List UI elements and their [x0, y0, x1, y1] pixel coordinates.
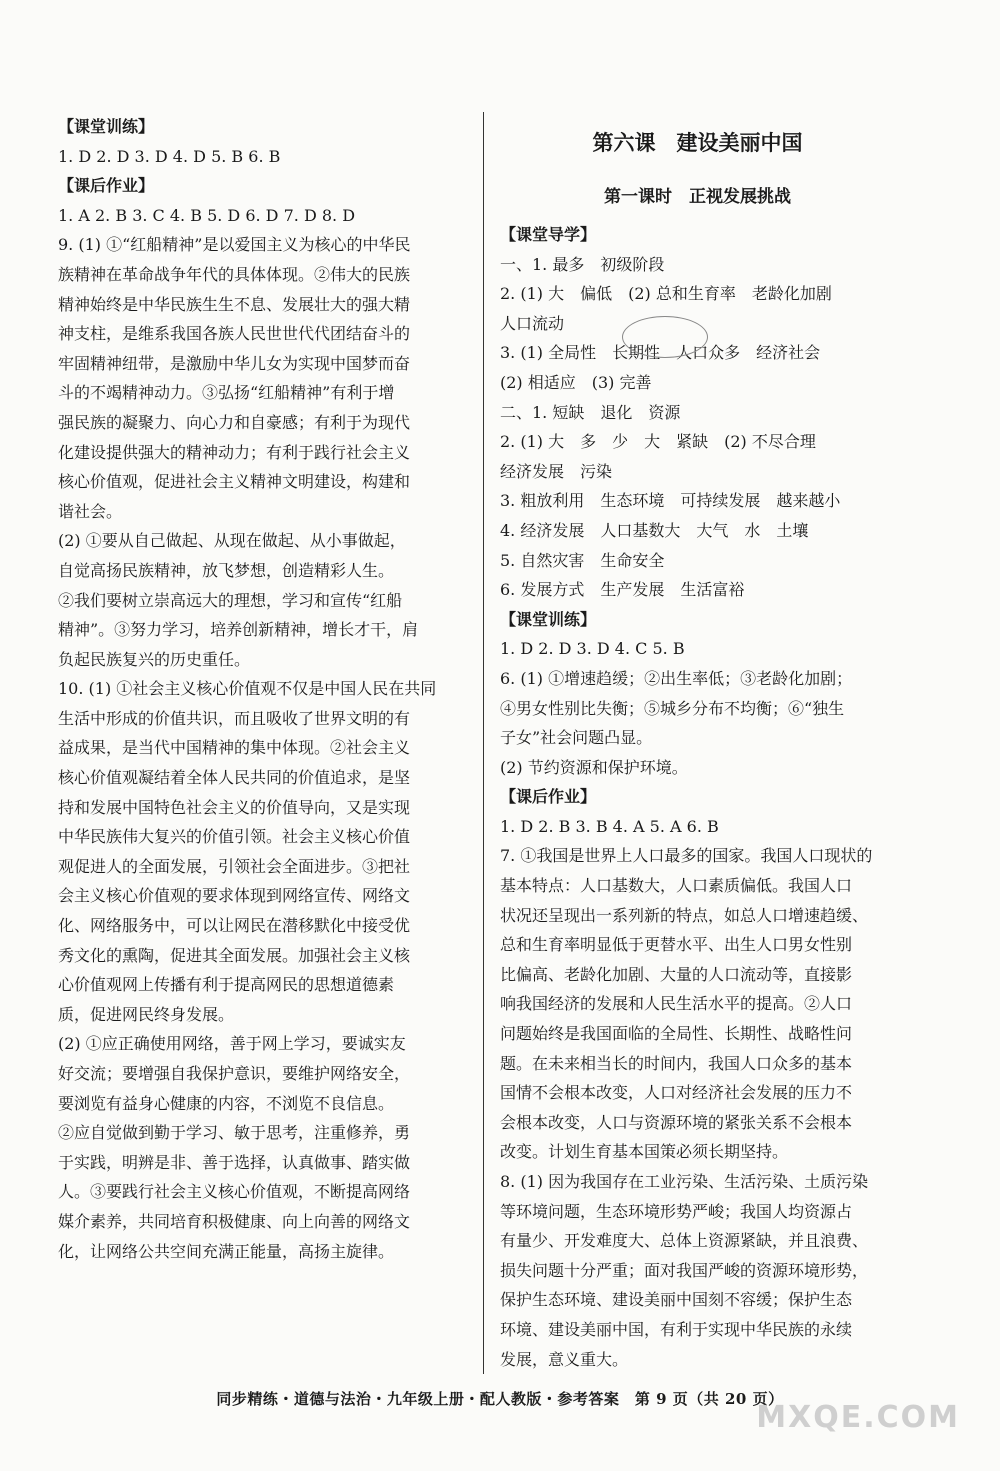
answer-line: 经济发展 污染 — [500, 461, 613, 481]
answer-line: 10. (1) ①社会主义核心价值观不仅是中国人民在共同 — [58, 679, 437, 699]
answer-line: 1. A 2. B 3. C 4. B 5. D 6. D 7. D 8. D — [58, 205, 356, 225]
answer-line: 持和发展中国特色社会主义的价值导向，又是实现 — [58, 797, 411, 817]
right-column — [500, 112, 895, 1374]
answer-line: (2) ①应正确使用网络，善于网上学习，要诚实友 — [58, 1034, 406, 1054]
answer-line: 牢固精神纽带，是激励中华儿女为实现中国梦而奋 — [58, 353, 411, 373]
answer-line: 人口流动 — [500, 313, 565, 333]
answer-line: 神支柱，是维系我国各族人民世世代代团结奋斗的 — [58, 324, 411, 344]
lesson-subtitle: 第一课时 正视发展挑战 — [604, 187, 791, 207]
answer-line: 响我国经济的发展和人民生活水平的提高。②人口 — [500, 994, 853, 1014]
section-heading: 【课堂导学】 — [500, 225, 597, 244]
answer-line: 状况还呈现出一系列新的特点，如总人口增速趋缓、 — [500, 905, 869, 925]
answer-line: 3. 粗放利用 生态环境 可持续发展 越来越小 — [500, 491, 841, 511]
lesson-title: 第六课 建设美丽中国 — [592, 130, 803, 155]
answer-line: 1. D 2. B 3. B 4. A 5. A 6. B — [500, 816, 719, 836]
answer-line: 一、1. 最多 初级阶段 — [500, 254, 665, 274]
answer-line: 好交流；要增强自我保护意识，要维护网络安全， — [58, 1064, 411, 1083]
answer-line: 2. (1) 大 偏低 (2) 总和生育率 老龄化加剧 — [500, 284, 832, 304]
answer-line: 3. (1) 全局性 长期性 人口众多 经济社会 — [500, 343, 821, 363]
answer-line: 化、网络服务中，可以让网民在潜移默化中接受优 — [58, 916, 411, 936]
answer-line: (2) 相适应 (3) 完善 — [500, 372, 652, 392]
answer-line: 等环境问题，生态环境形势严峻；我国人均资源占 — [500, 1201, 853, 1221]
answer-line: ②我们要树立崇高远大的理想，学习和宣传“红船 — [58, 590, 403, 610]
answer-line: 4. 经济发展 人口基数大 大气 水 土壤 — [500, 520, 809, 540]
page-footer: 同步精练・道德与法治・九年级上册・配人教版・参考答案 第 9 页（共 20 页） — [216, 1390, 784, 1408]
answer-line: 要浏览有益身心健康的内容，不浏览不良信息。 — [58, 1093, 395, 1113]
answer-line: 秀文化的熏陶，促进其全面发展。加强社会主义核 — [58, 945, 411, 965]
answer-line: 化建设提供强大的精神动力；有利于践行社会主义 — [58, 442, 411, 462]
answer-line: 环境、建设美丽中国，有利于实现中华民族的永续 — [500, 1319, 853, 1339]
answer-line: 总和生育率明显低于更替水平、出生人口男女性别 — [500, 935, 853, 955]
answer-line: 保护生态环境、建设美丽中国刻不容缓；保护生态 — [500, 1290, 853, 1310]
answer-line: 精神始终是中华民族生生不息、发展壮大的强大精 — [58, 294, 411, 314]
answer-line: 谐社会。 — [58, 501, 123, 521]
answer-line: 质，促进网民终身发展。 — [58, 1004, 235, 1024]
answer-line: 会根本改变，人口与资源环境的紧张关系不会根本 — [500, 1112, 853, 1132]
answer-line: 核心价值观，促进社会主义精神文明建设，构建和 — [58, 472, 411, 492]
section-heading: 【课后作业】 — [58, 176, 155, 196]
answer-line: ②应自觉做到勤于学习、敏于思考，注重修养，勇 — [58, 1123, 411, 1143]
answer-line: (2) 节约资源和保护环境。 — [500, 757, 688, 777]
answer-line: 9. (1) ①“红船精神”是以爱国主义为核心的中华民 — [58, 235, 411, 255]
answer-line: 1. D 2. D 3. D 4. C 5. B — [500, 639, 685, 659]
answer-line: ④男女性别比失衡；⑤城乡分布不均衡；⑥“独生 — [500, 698, 845, 718]
answer-line: 基本特点：人口基数大，人口素质偏低。我国人口 — [500, 876, 853, 896]
answer-line: 化，让网络公共空间充满正能量，高扬主旋律。 — [58, 1241, 395, 1261]
answer-line: 子女”社会问题凸显。 — [500, 728, 653, 748]
answer-line: 改变。计划生育基本国策必须长期坚持。 — [500, 1142, 789, 1162]
answer-line: 二、1. 短缺 退化 资源 — [500, 402, 681, 422]
answer-line: 中华民族伟大复兴的价值引领。社会主义核心价值 — [58, 827, 411, 847]
answer-line: 心价值观网上传播有利于提高网民的思想道德素 — [58, 975, 395, 995]
answer-line: 自觉高扬民族精神，放飞梦想，创造精彩人生。 — [58, 560, 395, 580]
answer-line: 人。③要践行社会主义核心价值观，不断提高网络 — [58, 1182, 411, 1202]
answer-line: 5. 自然灾害 生命安全 — [500, 550, 665, 570]
answer-line: 观促进人的全面发展，引领社会全面进步。③把社 — [58, 856, 411, 876]
answer-line: 核心价值观凝结着全体人民共同的价值追求，是坚 — [58, 768, 411, 788]
section-heading: 【课堂训练】 — [58, 117, 155, 136]
site-watermark: MXQE.COM — [756, 1400, 960, 1435]
answer-line: 6. (1) ①增速趋缓；②出生率低；③老龄化加剧； — [500, 668, 853, 688]
answer-line: 精神”。③努力学习，培养创新精神，增长才干，肩 — [58, 620, 419, 640]
answer-line: 比偏高、老龄化加剧、大量的人口流动等，直接影 — [500, 964, 853, 984]
answer-line: 问题始终是我国面临的全局性、长期性、战略性问 — [500, 1024, 853, 1044]
answer-line: (2) ①要从自己做起、从现在做起、从小事做起， — [58, 531, 406, 551]
answer-line: 6. 发展方式 生产发展 生活富裕 — [500, 580, 745, 600]
left-column — [58, 112, 470, 1266]
answer-line: 8. (1) 因为我国存在工业污染、生活污染、土质污染 — [500, 1172, 869, 1191]
column-divider — [483, 112, 484, 1374]
answer-line: 损失问题十分严重；面对我国严峻的资源环境形势， — [500, 1260, 869, 1280]
answer-line: 益成果，是当代中国精神的集中体现。②社会主义 — [58, 738, 411, 758]
stamp-seal — [622, 316, 708, 358]
answer-line: 发展，意义重大。 — [500, 1349, 629, 1369]
answer-line: 2. (1) 大 多 少 大 紧缺 (2) 不尽合理 — [500, 432, 816, 452]
answer-line: 强民族的凝聚力、向心力和自豪感；有利于为现代 — [58, 412, 411, 432]
answer-line: 7. ①我国是世界上人口最多的国家。我国人口现状的 — [500, 846, 873, 866]
answer-line: 族精神在革命战争年代的具体体现。②伟大的民族 — [58, 264, 411, 284]
answer-line: 负起民族复兴的历史重任。 — [58, 649, 251, 669]
answer-line: 1. D 2. D 3. D 4. D 5. B 6. B — [58, 146, 281, 166]
section-heading: 【课后作业】 — [500, 787, 597, 807]
right-answers — [500, 220, 895, 1374]
answer-line: 国情不会根本改变，人口对经济社会发展的压力不 — [500, 1083, 853, 1103]
answer-line: 会主义核心价值观的要求体现到网络宣传、网络文 — [58, 886, 411, 906]
section-heading: 【课堂训练】 — [500, 609, 597, 629]
answer-line: 斗的不竭精神动力。③弘扬“红船精神”有利于增 — [58, 383, 395, 403]
answer-line: 有量少、开发难度大、总体上资源紧缺，并且浪费、 — [500, 1231, 869, 1251]
answer-line: 媒介素养，共同培育积极健康、向上向善的网络文 — [58, 1211, 411, 1231]
answer-line: 于实践，明辨是非、善于选择，认真做事、踏实做 — [58, 1152, 411, 1172]
answer-line: 生活中形成的价值共识，而且吸收了世界文明的有 — [58, 708, 411, 728]
answer-line: 题。在未来相当长的时间内，我国人口众多的基本 — [500, 1053, 853, 1073]
